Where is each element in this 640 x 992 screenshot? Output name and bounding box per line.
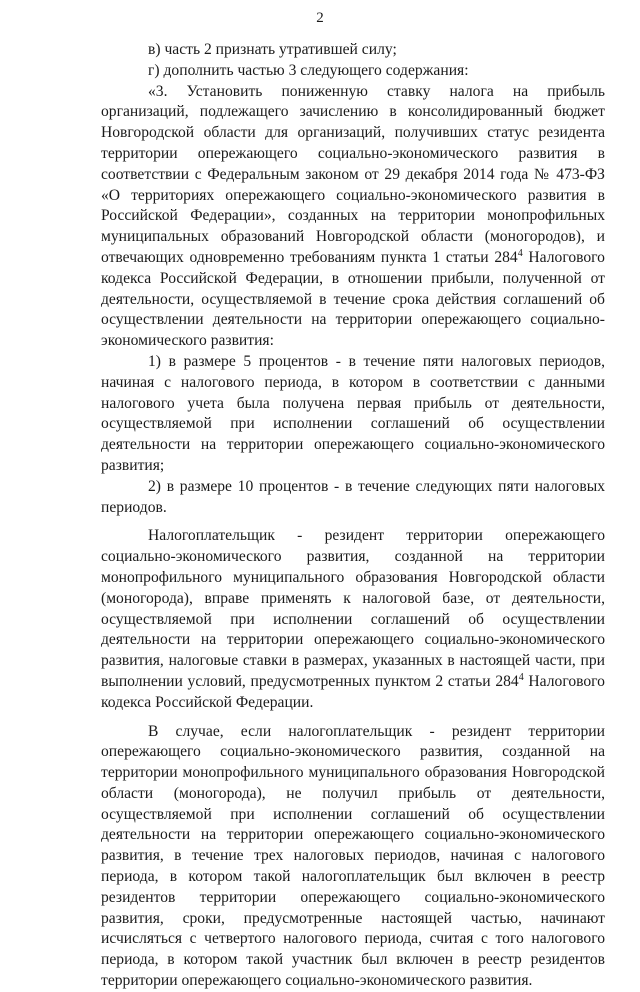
- no-profit-paragraph: В случае, если налогоплательщик - резидент территории опережающего социально-экономического развития, созданной на территории монопрофильного муниципального образования Новгородской области (моногорода), не получил прибыль от деятельности, осуществляемой при исполнении соглашений об осуществлении деятельности на территории опережающего социально-экономического развития, в течение трех налоговых периодов, начиная с налогового периода, в котором такой налогоплательщик был включен в реестр резидентов территории опережающего социально-экономического развития, сроки, предусмотренные настоящей частью, начинают исчисляться с четвертого налогового периода, считая с того налогового периода, в котором такой участник был включен в реестр резидентов территории опережающего социально-экономического развития.: [101, 722, 605, 990]
- article-number-superscript: 4: [517, 247, 523, 259]
- taxpayer-text-before-superscript: Налогоплательщик - резидент территории опережающего социально-экономического развития, созданной на территории монопрофильного муниципального образования Новгородской области (моногорода), вправе применять к налоговой базе, от деятельности, осуществляемой при исполнении соглашений об осуществлении деятельности на территории опережающего социально-экономического развития, налоговые ставки в размерах, указанных в настоящей части, при выполнении условий, предусмотренных пунктом 2 статьи 284: [101, 527, 605, 690]
- taxpayer-rights-paragraph: [101, 526, 605, 713]
- part3-intro-text-before-superscript: «3. Установить пониженную ставку налога на прибыль организаций, подлежащего зачислению в консолидированный бюджет Новгородской области для организаций, получивших статус резидента территории опережающего социально-экономического развития в соответствии с Федеральным законом от 29 декабря 2014 года № 473-ФЗ «О территориях опережающего социально-экономического развития в Российской Федерации», созданных на территории монопрофильных муниципальных образований Новгородской области (моногородов), и отвечающих одновременно требованиям пункта 1 статьи 284: [101, 82, 605, 266]
- taxpayer-text-after-superscript: Налогового кодекса Российской Федерации.: [101, 672, 605, 711]
- document-body: [101, 40, 605, 992]
- part3-intro-text-after-superscript: Налогового кодекса Российской Федерации, в отношении прибыли, полученной от деятельности, осуществляемой в течение срока действия соглашений об осуществлении деятельности на территории опережающего социально-экономического развития:: [101, 248, 605, 350]
- article-number-superscript: 4: [518, 671, 524, 683]
- page-number: 2: [316, 10, 324, 26]
- rate-item-1-paragraph: 1) в размере 5 процентов - в течение пяти налоговых периодов, начиная с налогового периода, в котором в соответствии с данными налогового учета была получена первая прибыль от деятельности, осуществляемой при исполнении соглашений об осуществлении деятельности на территории опережающего социально-экономического развития;: [101, 352, 605, 474]
- item-g-paragraph: г) дополнить частью 3 следующего содержания:: [148, 61, 469, 79]
- item-v-paragraph: в) часть 2 признать утратившей силу;: [148, 41, 397, 58]
- rate-item-2-paragraph: 2) в размере 10 процентов - в течение следующих пяти налоговых периодов.: [101, 477, 605, 516]
- part3-intro-paragraph: [101, 82, 605, 352]
